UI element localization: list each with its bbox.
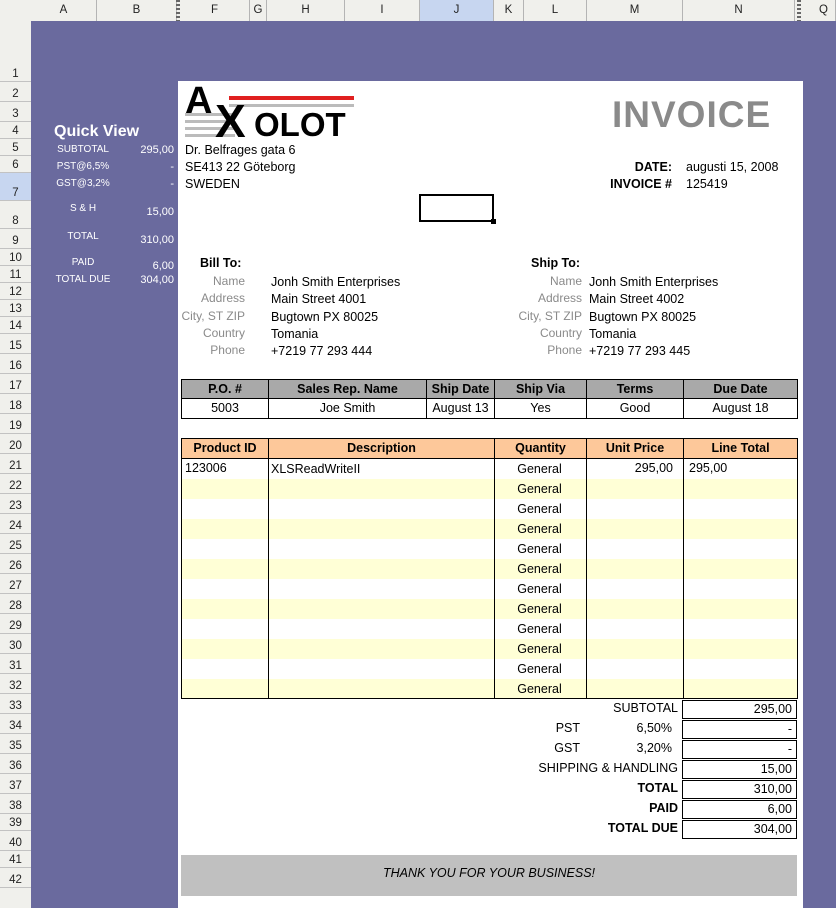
company-address-line2: SE413 22 Göteborg — [185, 160, 296, 174]
quantity-cell: General — [517, 502, 562, 516]
quick-view-label: GST@3,2% — [56, 178, 110, 189]
order-header-0: P.O. # — [181, 379, 269, 399]
items-header-0: Product ID — [181, 438, 269, 459]
order-header-2: Ship Date — [426, 379, 495, 399]
row-header-21[interactable]: 21 — [0, 454, 31, 474]
bill-to-field-label: Phone — [210, 343, 245, 357]
quick-view-value: 15,00 — [146, 206, 174, 218]
column-header-i[interactable]: I — [345, 0, 420, 21]
row-header-4[interactable]: 4 — [0, 122, 31, 139]
totals-label: SHIPPING & HANDLING — [538, 761, 678, 775]
row-header-7[interactable]: 7 — [0, 173, 31, 201]
ship-to-field-value: Jonh Smith Enterprises — [589, 275, 719, 289]
row-header-18[interactable]: 18 — [0, 394, 31, 414]
row-header-15[interactable]: 15 — [0, 334, 31, 354]
row-header-26[interactable]: 26 — [0, 554, 31, 574]
bill-to-field-label: Country — [202, 326, 245, 340]
quantity-cell: General — [517, 602, 562, 616]
totals-label: PST — [555, 721, 580, 735]
totals-label: TOTAL DUE — [607, 821, 678, 835]
quick-view-value: 295,00 — [140, 144, 174, 156]
quick-view-value: - — [170, 161, 174, 173]
totals-label: SUBTOTAL — [613, 701, 678, 715]
ship-to-field-label: Phone — [547, 343, 582, 357]
column-header-b[interactable]: B — [97, 0, 177, 21]
line-total-cell: 295,00 — [689, 461, 728, 475]
order-value-3: Yes — [494, 398, 587, 419]
row-header-37[interactable]: 37 — [0, 774, 31, 794]
quantity-cell: General — [517, 642, 562, 656]
bill-to-heading: Bill To: — [200, 256, 242, 270]
quick-view-label: PAID — [71, 257, 95, 268]
row-header-23[interactable]: 23 — [0, 494, 31, 514]
column-header-k[interactable]: K — [494, 0, 524, 21]
column-header-n[interactable]: N — [683, 0, 795, 21]
row-header-29[interactable]: 29 — [0, 614, 31, 634]
bill-to-field-label: Name — [212, 274, 245, 288]
invoice-number-value: 125419 — [686, 177, 728, 191]
quantity-cell: General — [517, 522, 562, 536]
column-header-j[interactable]: J — [420, 0, 494, 21]
column-header-f[interactable]: F — [180, 0, 250, 21]
items-grid-line — [181, 459, 182, 699]
row-header-13[interactable]: 13 — [0, 300, 31, 317]
totals-value: 310,00 — [682, 780, 797, 799]
row-header-42[interactable]: 42 — [0, 868, 31, 888]
quantity-cell: General — [517, 462, 562, 476]
row-header-39[interactable]: 39 — [0, 814, 31, 831]
order-header-4: Terms — [586, 379, 684, 399]
totals-label: TOTAL — [637, 781, 678, 795]
totals-value: 6,00 — [682, 800, 797, 819]
row-header-2[interactable]: 2 — [0, 82, 31, 102]
items-grid-line — [586, 459, 587, 699]
ship-to-field-label: Address — [537, 291, 582, 305]
totals-value: 304,00 — [682, 820, 797, 839]
active-cell-selection[interactable] — [419, 194, 494, 222]
bill-to-field-label: City, ST ZIP — [181, 309, 245, 323]
row-header-10[interactable]: 10 — [0, 249, 31, 266]
column-header-bar — [0, 0, 836, 22]
row-header-1[interactable]: 1 — [0, 21, 31, 82]
column-split-handle-right[interactable] — [797, 0, 801, 21]
ship-to-field-label: City, ST ZIP — [518, 309, 582, 323]
items-grid-line — [797, 459, 798, 699]
items-header-1: Description — [268, 438, 495, 459]
quick-view-label: PST@6,5% — [56, 161, 110, 172]
bill-to-field-value: Bugtown PX 80025 — [271, 310, 379, 324]
row-header-5[interactable]: 5 — [0, 139, 31, 156]
row-header-11[interactable]: 11 — [0, 266, 31, 283]
quantity-cell: General — [517, 482, 562, 496]
logo-letter-a: A — [185, 80, 213, 122]
ship-to-field-value: +7219 77 293 445 — [589, 344, 691, 358]
quantity-cell: General — [517, 542, 562, 556]
order-value-5: August 18 — [683, 398, 798, 419]
quantity-cell: General — [517, 622, 562, 636]
items-row — [181, 639, 797, 659]
quantity-cell: General — [517, 562, 562, 576]
totals-rate: 6,50% — [636, 721, 672, 735]
column-header-g[interactable]: G — [250, 0, 267, 21]
items-header-2: Quantity — [494, 438, 587, 459]
order-value-4: Good — [586, 398, 684, 419]
row-header-32[interactable]: 32 — [0, 674, 31, 694]
row-header-28[interactable]: 28 — [0, 594, 31, 614]
thank-you-banner: THANK YOU FOR YOUR BUSINESS! — [181, 855, 797, 896]
row-header-20[interactable]: 20 — [0, 434, 31, 454]
axolot-logo — [185, 80, 360, 147]
row-header-35[interactable]: 35 — [0, 734, 31, 754]
items-row — [181, 539, 797, 559]
invoice-number-label: INVOICE # — [610, 177, 672, 191]
quantity-cell: General — [517, 662, 562, 676]
quantity-cell: General — [517, 582, 562, 596]
items-header-4: Line Total — [683, 438, 798, 459]
items-grid-line — [268, 459, 269, 699]
bill-to-field-value: Main Street 4001 — [271, 292, 367, 306]
row-header-9[interactable]: 9 — [0, 229, 31, 249]
row-header-12[interactable]: 12 — [0, 283, 31, 300]
quick-view-label: TOTAL — [67, 231, 99, 242]
totals-label: GST — [554, 741, 580, 755]
items-row — [181, 579, 797, 599]
row-header-16[interactable]: 16 — [0, 354, 31, 374]
company-address-line1: Dr. Belfrages gata 6 — [185, 143, 296, 157]
items-row — [181, 559, 797, 579]
totals-value: 15,00 — [682, 760, 797, 779]
column-header-q[interactable]: Q — [812, 0, 836, 21]
quick-view-value: 310,00 — [140, 234, 174, 246]
items-row — [181, 679, 797, 699]
column-header-l[interactable]: L — [524, 0, 587, 21]
unit-price-cell: 295,00 — [634, 461, 673, 475]
quick-view-label: TOTAL DUE — [55, 274, 111, 285]
date-value: augusti 15, 2008 — [686, 160, 779, 174]
ship-to-field-value: Tomania — [589, 327, 637, 341]
items-grid-line — [683, 459, 684, 699]
logo-letter-x: X — [215, 95, 246, 147]
items-row — [181, 599, 797, 619]
quantity-cell: General — [517, 682, 562, 696]
row-header-33[interactable]: 33 — [0, 694, 31, 714]
row-header-14[interactable]: 14 — [0, 317, 31, 334]
company-address-line3: SWEDEN — [185, 177, 240, 191]
totals-value: - — [682, 740, 797, 759]
quick-view-label: S & H — [69, 203, 97, 214]
row-header-3[interactable]: 3 — [0, 102, 31, 122]
row-header-25[interactable]: 25 — [0, 534, 31, 554]
order-value-2: August 13 — [426, 398, 495, 419]
ship-to-field-label: Country — [539, 326, 582, 340]
column-header-h[interactable]: H — [267, 0, 345, 21]
totals-rate: 3,20% — [636, 741, 672, 755]
quick-view-value: 6,00 — [152, 260, 174, 272]
row-header-8[interactable]: 8 — [0, 201, 31, 229]
row-header-31[interactable]: 31 — [0, 654, 31, 674]
description-cell: XLSReadWriteII — [271, 462, 361, 476]
column-header-a[interactable]: A — [31, 0, 97, 21]
bill-to-field-value: Tomania — [271, 327, 319, 341]
items-row — [181, 499, 797, 519]
column-header-m[interactable]: M — [587, 0, 683, 21]
items-row — [181, 519, 797, 539]
order-value-1: Joe Smith — [268, 398, 427, 419]
product-id-cell: 123006 — [185, 461, 227, 475]
quick-view-value: 304,00 — [140, 274, 174, 286]
quick-view-value: - — [170, 178, 174, 190]
row-header-36[interactable]: 36 — [0, 754, 31, 774]
row-header-41[interactable]: 41 — [0, 851, 31, 868]
totals-value: 295,00 — [682, 700, 797, 719]
items-row — [181, 659, 797, 679]
order-value-0: 5003 — [181, 398, 269, 419]
bill-to-field-value: +7219 77 293 444 — [271, 344, 373, 358]
row-header-6[interactable]: 6 — [0, 156, 31, 173]
quick-view-label: SUBTOTAL — [57, 144, 109, 155]
order-header-1: Sales Rep. Name — [268, 379, 427, 399]
ship-to-field-value: Bugtown PX 80025 — [589, 310, 697, 324]
column-split-handle[interactable] — [176, 0, 180, 21]
bill-to-field-value: Jonh Smith Enterprises — [271, 275, 401, 289]
bill-to-field-label: Address — [200, 291, 245, 305]
row-header-19[interactable]: 19 — [0, 414, 31, 434]
row-header-30[interactable]: 30 — [0, 634, 31, 654]
items-row — [181, 479, 797, 499]
order-header-3: Ship Via — [494, 379, 587, 399]
row-header-38[interactable]: 38 — [0, 794, 31, 814]
row-header-27[interactable]: 27 — [0, 574, 31, 594]
items-bottom-border — [181, 698, 798, 699]
ship-to-heading: Ship To: — [531, 256, 581, 270]
totals-value: - — [682, 720, 797, 739]
invoice-title: INVOICE — [612, 94, 772, 135]
row-header-22[interactable]: 22 — [0, 474, 31, 494]
row-header-34[interactable]: 34 — [0, 714, 31, 734]
ship-to-field-value: Main Street 4002 — [589, 292, 685, 306]
row-header-24[interactable]: 24 — [0, 514, 31, 534]
date-label: DATE: — [634, 160, 672, 174]
ship-to-field-label: Name — [549, 274, 582, 288]
row-header-40[interactable]: 40 — [0, 831, 31, 851]
items-row — [181, 619, 797, 639]
totals-label: PAID — [649, 801, 678, 815]
quick-view-title: Quick View — [54, 123, 140, 140]
logo-text-olot: OLOT — [254, 106, 346, 143]
items-header-3: Unit Price — [586, 438, 684, 459]
order-header-5: Due Date — [683, 379, 798, 399]
row-header-17[interactable]: 17 — [0, 374, 31, 394]
